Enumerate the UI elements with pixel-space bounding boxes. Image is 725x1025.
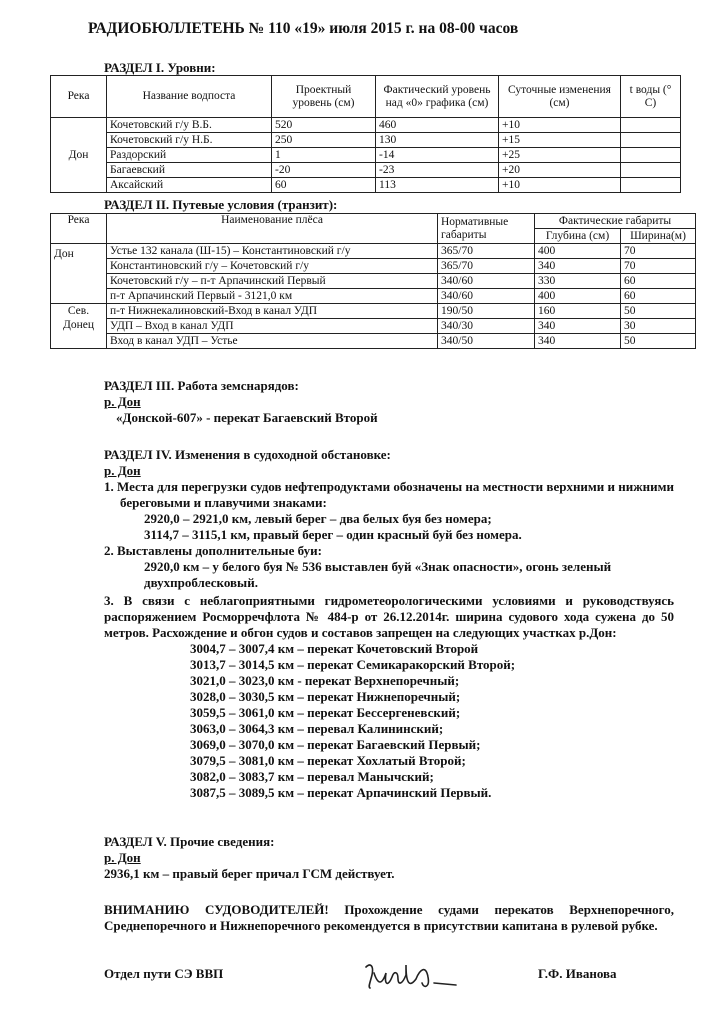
levels-cell: Аксайский — [107, 178, 272, 193]
levels-header-design: Проектный уровень (см) — [272, 76, 376, 118]
levels-cell — [621, 148, 681, 163]
section-2-heading: РАЗДЕЛ II. Путевые условия (транзит): — [104, 197, 338, 212]
section-1-heading: РАЗДЕЛ I. Уровни: — [104, 60, 216, 75]
route-cell: УДП – Вход в канал УДП — [107, 319, 438, 334]
list-item: 3028,0 – 3030,5 км – перекат Нижнепоречный; — [190, 689, 461, 704]
route-header-depth: Глубина (см) — [535, 229, 621, 244]
levels-river-cell: Дон — [51, 118, 107, 193]
levels-cell: 60 — [272, 178, 376, 193]
captain-notice: ВНИМАНИЮ СУДОВОДИТЕЛЕЙ! Прохождение судами перекатов Верхнепоречного, Среднепоречного и Нижнепоречного рекомендуется в присутствии капитана в рулевой рубке. — [104, 902, 674, 933]
signer-name: Г.Ф. Иванова — [538, 966, 617, 981]
levels-cell: Кочетовский г/у Н.Б. — [107, 133, 272, 148]
list-item: 3004,7 – 3007,4 км – перекат Кочетовский Второй — [190, 641, 479, 656]
route-cell: 60 — [621, 289, 696, 304]
section-3 — [104, 378, 674, 426]
levels-header-post: Название водпоста — [107, 76, 272, 118]
list-item: 3082,0 – 3083,7 км – перевал Манычский; — [190, 769, 434, 784]
list-item: 3059,5 – 3061,0 км – перекат Бессергеневский; — [190, 705, 461, 720]
levels-cell: -20 — [272, 163, 376, 178]
section-5 — [104, 834, 674, 882]
list-item: 3013,7 – 3014,5 км – перекат Семикаракорский Второй; — [190, 657, 516, 672]
section-5-heading: РАЗДЕЛ V. Прочие сведения: — [104, 834, 275, 849]
route-cell: Кочетовский г/у – п-т Арпачинский Первый — [107, 274, 438, 289]
page-title: РАДИОБЮЛЛЕТЕНЬ № 110 «19» июля 2015 г. на 08-00 часов — [88, 20, 519, 37]
levels-cell: +10 — [499, 178, 621, 193]
route-cell: 50 — [621, 334, 696, 349]
signature — [360, 955, 470, 995]
levels-cell — [621, 133, 681, 148]
section-4-item-1a: 2920,0 – 2921,0 км, левый берег – два белых буя без номера; — [144, 511, 492, 526]
section-5-river: р. Дон — [104, 850, 141, 865]
section-4 — [104, 447, 674, 801]
levels-cell: Кочетовский г/у В.Б. — [107, 118, 272, 133]
route-cell: 50 — [621, 304, 696, 319]
route-river-cell: Сев. Донец — [51, 304, 107, 349]
list-item: 3069,0 – 3070,0 км – перекат Багаевский Первый; — [190, 737, 481, 752]
route-cell: 365/70 — [438, 259, 535, 274]
section-4-item-2: 2. Выставлены дополнительные буи: — [104, 543, 322, 558]
route-cell: 340/50 — [438, 334, 535, 349]
levels-header-river: Река — [51, 76, 107, 118]
levels-cell — [621, 118, 681, 133]
route-header-fact: Фактические габариты — [535, 214, 696, 229]
list-item: 3079,5 – 3081,0 км – перекат Хохлатый Второй; — [190, 753, 466, 768]
route-cell: п-т Нижнекалиновский-Вход в канал УДП — [107, 304, 438, 319]
route-cell: 365/70 — [438, 244, 535, 259]
route-cell: 400 — [535, 289, 621, 304]
department-label: Отдел пути СЭ ВВП — [104, 966, 224, 981]
levels-cell: -14 — [376, 148, 499, 163]
route-cell: Устье 132 канала (Ш-15) – Константиновский г/у — [107, 244, 438, 259]
levels-cell: +25 — [499, 148, 621, 163]
section-5-line: 2936,1 км – правый берег причал ГСМ действует. — [104, 866, 395, 881]
levels-header-change: Суточные изменения (см) — [499, 76, 621, 118]
route-cell: Константиновский г/у – Кочетовский г/у — [107, 259, 438, 274]
route-river-cell: Дон — [51, 244, 107, 304]
route-header-width: Ширина(м) — [621, 229, 696, 244]
route-cell: 400 — [535, 244, 621, 259]
section-3-heading: РАЗДЕЛ III. Работа земснарядов: — [104, 378, 299, 393]
section-4-item-3: 3. В связи с неблагоприятными гидрометеорологическими условиями и руководствуясь распоряжением Росморречфлота № 484-р от 26.12.2014г. ширина судового хода сужена до 50 метров. Расхождение и обгон судов и составов запрещен на следующих участках р.Дон: — [104, 593, 674, 640]
levels-cell: -23 — [376, 163, 499, 178]
levels-header-actual: Фактический уровень над «0» графика (см) — [376, 76, 499, 118]
route-cell: 70 — [621, 259, 696, 274]
section-4-heading: РАЗДЕЛ IV. Изменения в судоходной обстановке: — [104, 447, 391, 462]
list-item: 3021,0 – 3023,0 км - перекат Верхнепоречный; — [190, 673, 460, 688]
levels-cell: Багаевский — [107, 163, 272, 178]
route-cell: 340/30 — [438, 319, 535, 334]
route-cell: 340 — [535, 319, 621, 334]
route-cell: 60 — [621, 274, 696, 289]
route-cell: 70 — [621, 244, 696, 259]
route-cell: 160 — [535, 304, 621, 319]
levels-cell: 520 — [272, 118, 376, 133]
route-cell: 330 — [535, 274, 621, 289]
restricted-sections-list — [104, 641, 674, 801]
levels-cell: 1 — [272, 148, 376, 163]
list-item: 3087,5 – 3089,5 км – перекат Арпачинский Первый. — [190, 785, 492, 800]
route-cell: 340 — [535, 334, 621, 349]
levels-cell: +20 — [499, 163, 621, 178]
section-3-river: р. Дон — [104, 394, 141, 409]
levels-table — [50, 75, 681, 193]
levels-cell: 460 — [376, 118, 499, 133]
route-cell: 340/60 — [438, 274, 535, 289]
levels-cell: 130 — [376, 133, 499, 148]
route-cell: Вход в канал УДП – Устье — [107, 334, 438, 349]
levels-header-temp: t воды (° С) — [621, 76, 681, 118]
levels-cell: +10 — [499, 118, 621, 133]
route-cell: 340 — [535, 259, 621, 274]
route-header-norm: Нормативные габариты — [438, 214, 535, 244]
levels-cell: 250 — [272, 133, 376, 148]
section-4-item-1: 1. Места для перегрузки судов нефтепродуктами обозначены на местности верхними и нижними береговыми и плавучими знаками: — [104, 479, 674, 510]
route-cell: 30 — [621, 319, 696, 334]
section-4-river: р. Дон — [104, 463, 141, 478]
route-header-river: Река — [51, 214, 107, 244]
section-3-line: «Донской-607» - перекат Багаевский Второй — [116, 410, 378, 425]
route-cell: 340/60 — [438, 289, 535, 304]
levels-cell: 113 — [376, 178, 499, 193]
levels-cell — [621, 178, 681, 193]
route-cell: 190/50 — [438, 304, 535, 319]
route-header-name: Наименование плёса — [107, 214, 438, 244]
levels-cell: Раздорский — [107, 148, 272, 163]
section-4-item-2a: 2920,0 км – у белого буя № 536 выставлен буй «Знак опасности», огонь зеленый двухпроблесковый. — [144, 559, 612, 590]
section-4-item-1b: 3114,7 – 3115,1 км, правый берег – один красный буй без номера. — [144, 527, 522, 542]
levels-cell — [621, 163, 681, 178]
levels-cell: +15 — [499, 133, 621, 148]
route-table — [50, 213, 696, 349]
route-cell: п-т Арпачинский Первый - 3121,0 км — [107, 289, 438, 304]
list-item: 3063,0 – 3064,3 км – перевал Калининский; — [190, 721, 444, 736]
